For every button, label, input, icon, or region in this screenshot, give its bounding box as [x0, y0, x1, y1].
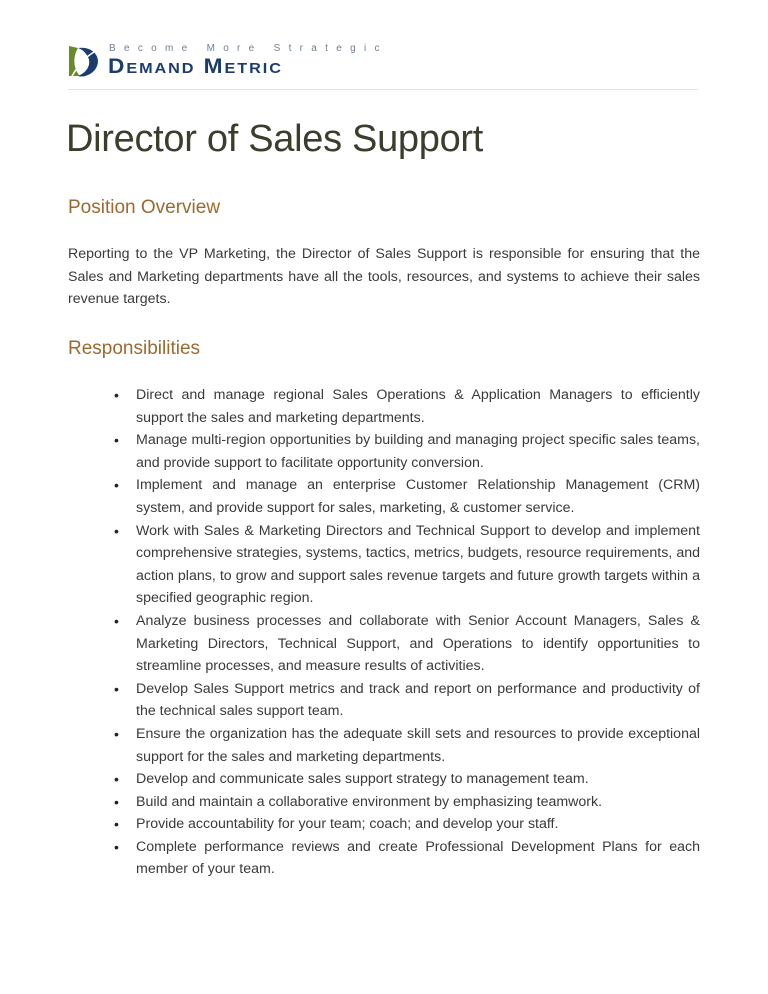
list-item — [112, 768, 700, 791]
list-item — [112, 520, 700, 610]
list-item-text: Direct and manage regional Sales Operations & Application Managers to efficiently support the sales and marketing departments. — [136, 387, 700, 426]
list-item — [112, 678, 700, 723]
list-item-text: Develop and communicate sales support strategy to management team. — [136, 771, 589, 788]
bullet-icon: • — [114, 838, 119, 855]
list-item — [112, 610, 700, 678]
brand-name: Demand Metric — [108, 55, 283, 78]
list-item — [112, 429, 700, 474]
header-divider — [68, 89, 698, 90]
bullet-icon: • — [114, 793, 119, 810]
list-item — [112, 791, 700, 814]
list-item-text: Analyze business processes and collaborate with Senior Account Managers, Sales & Marketing Directors, Technical Support, and Operations to identify opportunities to streamline processes, and measure results of activities. — [136, 612, 700, 675]
document-title: Director of Sales Support — [66, 118, 484, 160]
bullet-icon: • — [114, 387, 119, 403]
list-item-text: Ensure the organization has the adequate skill sets and resources to provide exceptional support for the sales and marketing departments. — [136, 725, 700, 765]
list-item-text: Provide accountability for your team; coach; and develop your staff. — [136, 816, 559, 833]
list-item — [112, 813, 700, 836]
demand-metric-logo-icon — [68, 44, 100, 78]
list-item-text: Develop Sales Support metrics and track and report on performance and productivity of the technical sales support team. — [136, 680, 700, 720]
bullet-icon: • — [114, 432, 119, 449]
list-item-text: Implement and manage an enterprise Customer Relationship Management (CRM) system, and provide support for sales, marketing, & customer service. — [136, 477, 700, 516]
page-header — [68, 40, 698, 90]
list-item-text: Manage multi-region opportunities by building and managing project specific sales teams, and provide support to facilitate opportunity conversion. — [136, 432, 700, 471]
responsibilities-heading: Responsibilities — [68, 338, 201, 359]
list-item — [112, 474, 700, 519]
bullet-icon: • — [114, 680, 119, 697]
bullet-icon: • — [114, 522, 119, 539]
list-item-text: Build and maintain a collaborative environment by emphasizing teamwork. — [136, 793, 603, 810]
list-item — [112, 384, 700, 429]
position-overview-text: Reporting to the VP Marketing, the Director of Sales Support is responsible for ensuring that the Sales and Marketing departments have all the tools, resources, and systems to achieve their sales revenue targets. — [68, 246, 700, 308]
responsibilities-list — [112, 384, 700, 881]
brand-tagline: Become More Strategic — [109, 43, 388, 54]
bullet-icon: • — [114, 477, 119, 494]
list-item-text: Work with Sales & Marketing Directors and Technical Support to develop and implement comprehensive strategies, systems, tactics, metrics, budgets, resource requirements, and action plans, to grow and support sales revenue targets and future growth targets within a specified geographic region. — [136, 522, 700, 607]
bullet-icon: • — [114, 725, 119, 742]
bullet-icon: • — [114, 771, 119, 788]
bullet-icon: • — [114, 612, 119, 629]
list-item — [112, 723, 700, 768]
list-item-text: Complete performance reviews and create Professional Development Plans for each member of your team. — [136, 838, 700, 878]
position-overview-heading: Position Overview — [68, 197, 221, 218]
bullet-icon: • — [114, 816, 119, 833]
list-item — [112, 836, 700, 881]
